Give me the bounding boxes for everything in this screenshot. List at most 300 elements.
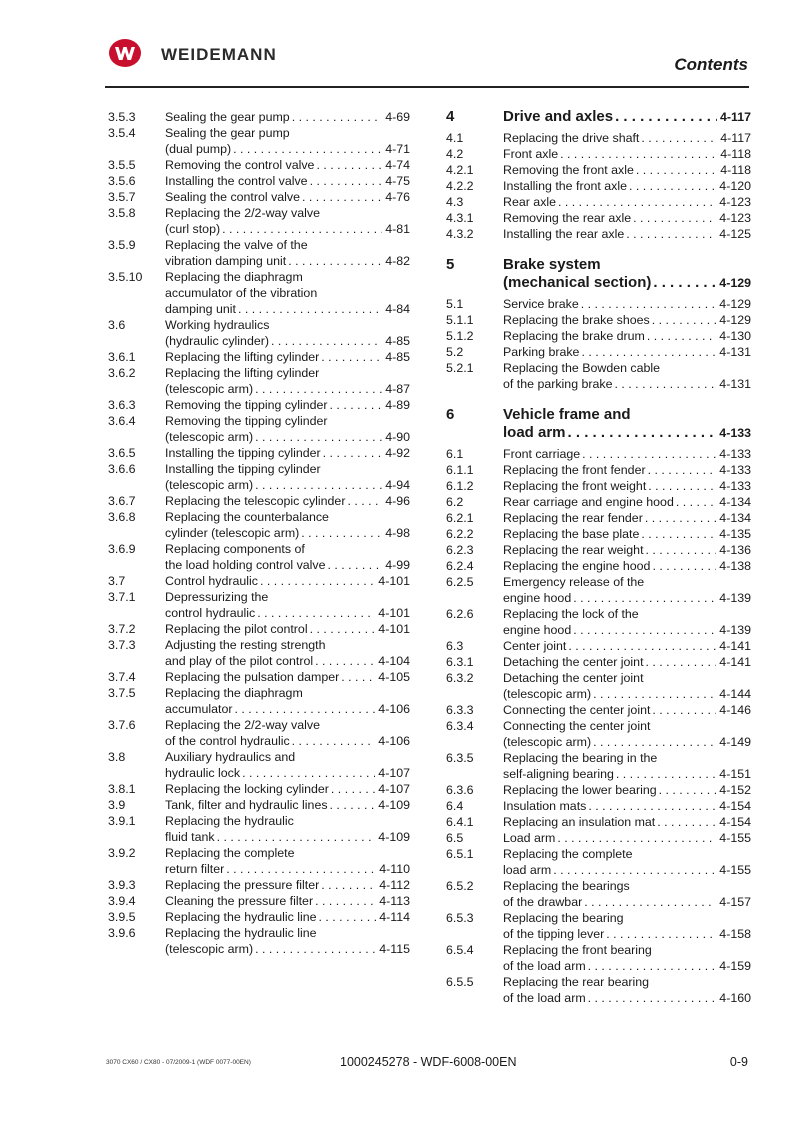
entry-title-block bbox=[165, 237, 410, 269]
toc-entry[interactable] bbox=[446, 526, 751, 542]
entry-title-block bbox=[503, 942, 751, 974]
toc-entry[interactable] bbox=[446, 328, 751, 344]
toc-entry[interactable] bbox=[108, 925, 410, 957]
section-title: Replacing the front weight bbox=[503, 479, 647, 493]
brand-name: WEIDEMANN bbox=[161, 45, 277, 64]
entry-title-block bbox=[165, 445, 410, 461]
section-number: 5.1.2 bbox=[446, 329, 474, 343]
toc-entry[interactable] bbox=[108, 717, 410, 749]
entry-title-block bbox=[503, 558, 751, 574]
dot-leader bbox=[257, 605, 375, 621]
dot-leader bbox=[648, 462, 717, 478]
toc-entry[interactable] bbox=[108, 893, 410, 909]
page-reference: 4-135 bbox=[719, 527, 751, 541]
section-title: Replacing the front fender bbox=[503, 463, 646, 477]
page-reference: 4-101 bbox=[378, 606, 410, 620]
entry-line bbox=[165, 653, 410, 669]
page-reference: 4-74 bbox=[385, 158, 410, 172]
entry-title-block bbox=[165, 173, 410, 189]
section-title: (telescopic arm) bbox=[165, 430, 254, 444]
toc-entry[interactable] bbox=[446, 750, 751, 782]
section-title: Installing the rear axle bbox=[503, 227, 625, 241]
toc-entry[interactable] bbox=[446, 974, 751, 1006]
section-title: Installing the front axle bbox=[503, 179, 627, 193]
entry-title-block bbox=[165, 573, 410, 589]
toc-entry[interactable] bbox=[446, 462, 751, 478]
page-reference: 4-109 bbox=[378, 830, 410, 844]
entry-line bbox=[165, 317, 410, 333]
section-number: 3.6.2 bbox=[108, 366, 136, 380]
section-title: Replacing the diaphragm bbox=[165, 686, 303, 700]
section-title: Replacing the pulsation damper bbox=[165, 670, 340, 684]
entry-line bbox=[503, 830, 751, 846]
section-title: return filter bbox=[165, 862, 225, 876]
toc-entry[interactable] bbox=[108, 269, 410, 317]
toc-entry[interactable] bbox=[446, 510, 751, 526]
toc-entry[interactable] bbox=[446, 718, 751, 750]
entry-line bbox=[165, 573, 410, 589]
toc-entry[interactable] bbox=[446, 606, 751, 638]
entry-line bbox=[503, 194, 751, 210]
page-reference: 4-115 bbox=[379, 942, 410, 956]
dot-leader bbox=[328, 557, 383, 573]
section-number: 6.5.2 bbox=[446, 879, 474, 893]
page-reference: 4-76 bbox=[385, 190, 410, 204]
dot-leader bbox=[560, 146, 717, 162]
dot-leader bbox=[321, 349, 382, 365]
toc-entry[interactable] bbox=[446, 494, 751, 510]
section-number: 5.1 bbox=[446, 297, 464, 311]
toc-entry[interactable] bbox=[108, 845, 410, 877]
entry-line bbox=[503, 798, 751, 814]
entry-title-block bbox=[165, 157, 410, 173]
toc-entry[interactable] bbox=[108, 109, 410, 125]
toc-entry[interactable] bbox=[446, 910, 751, 942]
entry-line bbox=[503, 344, 751, 360]
entry-title-block bbox=[503, 446, 751, 462]
toc-chapter[interactable] bbox=[446, 256, 751, 292]
page-reference: 4-160 bbox=[719, 991, 751, 1005]
section-number: 3.7.5 bbox=[108, 686, 136, 700]
entry-title-block bbox=[503, 526, 751, 542]
section-title: Replacing the drive shaft bbox=[503, 131, 640, 145]
entry-title-block bbox=[165, 413, 410, 445]
entry-title-block bbox=[503, 478, 751, 494]
section-title: Replacing the engine hood bbox=[503, 559, 651, 573]
entry-title-block bbox=[503, 406, 751, 442]
entry-title-block bbox=[165, 749, 410, 781]
section-title: of the tipping lever bbox=[503, 927, 605, 941]
page-reference: 4-125 bbox=[719, 227, 751, 241]
entry-line bbox=[165, 717, 410, 733]
page-reference: 4-133 bbox=[719, 447, 751, 461]
entry-line bbox=[503, 766, 751, 782]
entry-line bbox=[165, 125, 410, 141]
dot-leader bbox=[316, 157, 382, 173]
entry-title-block bbox=[165, 493, 410, 509]
toc-entry[interactable] bbox=[446, 226, 751, 242]
section-number: 3.8.1 bbox=[108, 782, 136, 796]
entry-title-block bbox=[503, 670, 751, 702]
entry-line bbox=[165, 909, 410, 925]
entry-line bbox=[503, 990, 751, 1006]
toc-entry[interactable] bbox=[446, 296, 751, 312]
entry-title-block bbox=[165, 589, 410, 621]
entry-title-block bbox=[165, 685, 410, 717]
entry-line bbox=[165, 893, 410, 909]
section-number: 3.6.8 bbox=[108, 510, 136, 524]
dot-leader bbox=[647, 328, 716, 344]
entry-line bbox=[165, 941, 410, 957]
entry-title-block bbox=[503, 256, 751, 292]
entry-line bbox=[165, 349, 410, 365]
section-number: 3.5.4 bbox=[108, 126, 136, 140]
dot-leader bbox=[615, 376, 717, 392]
entry-title-block bbox=[503, 782, 751, 798]
section-title: Replacing the pilot control bbox=[165, 622, 308, 636]
dot-leader bbox=[292, 733, 376, 749]
toc-entry[interactable] bbox=[108, 445, 410, 461]
toc-entry[interactable] bbox=[108, 637, 410, 669]
section-title: Replacing the lower bearing bbox=[503, 783, 657, 797]
dot-leader bbox=[593, 686, 716, 702]
toc-entry[interactable] bbox=[446, 178, 751, 194]
toc-entry[interactable] bbox=[446, 798, 751, 814]
entry-title-block bbox=[503, 542, 751, 558]
dot-leader bbox=[217, 829, 376, 845]
toc-entry[interactable] bbox=[108, 397, 410, 413]
entry-line bbox=[165, 221, 410, 237]
dot-leader bbox=[657, 814, 716, 830]
section-title: Replacing the valve of the bbox=[165, 238, 308, 252]
entry-line bbox=[503, 846, 751, 862]
dot-leader bbox=[233, 141, 382, 157]
dot-leader bbox=[242, 765, 375, 781]
section-title: Replacing the rear weight bbox=[503, 543, 644, 557]
toc-entry[interactable] bbox=[446, 654, 751, 670]
entry-title-block bbox=[503, 846, 751, 878]
entry-line bbox=[165, 429, 410, 445]
dot-leader bbox=[271, 333, 382, 349]
entry-line bbox=[503, 670, 751, 686]
section-title: of the load arm bbox=[503, 991, 586, 1005]
section-number: 5.2 bbox=[446, 345, 464, 359]
entry-line bbox=[503, 446, 751, 462]
toc-entry[interactable] bbox=[446, 638, 751, 654]
entry-line bbox=[165, 173, 410, 189]
entry-line bbox=[165, 157, 410, 173]
section-title: load arm bbox=[503, 863, 552, 877]
dot-leader bbox=[310, 173, 383, 189]
entry-line bbox=[165, 925, 410, 941]
section-title: Load arm bbox=[503, 831, 556, 845]
section-title: accumulator of the vibration bbox=[165, 286, 318, 300]
toc-entry[interactable] bbox=[446, 574, 751, 606]
section-number: 6.5.5 bbox=[446, 975, 474, 989]
entry-line bbox=[165, 781, 410, 797]
entry-title-block bbox=[165, 717, 410, 749]
entry-title-block bbox=[503, 974, 751, 1006]
dot-leader bbox=[260, 573, 375, 589]
entry-line bbox=[503, 654, 751, 670]
toc-entry[interactable] bbox=[108, 621, 410, 637]
section-title: Replacing the lock of the bbox=[503, 607, 639, 621]
dot-leader bbox=[573, 590, 716, 606]
section-number: 6.5.1 bbox=[446, 847, 474, 861]
dot-leader bbox=[593, 734, 716, 750]
entry-line bbox=[503, 478, 751, 494]
toc-entry[interactable] bbox=[108, 413, 410, 445]
section-title: and play of the pilot control bbox=[165, 654, 314, 668]
section-title: Service brake bbox=[503, 297, 579, 311]
entry-title-block bbox=[503, 130, 751, 146]
section-title: of the control hydraulic bbox=[165, 734, 290, 748]
section-number: 3.9 bbox=[108, 798, 126, 812]
section-title: (hydraulic cylinder) bbox=[165, 334, 269, 348]
toc-entry[interactable] bbox=[108, 365, 410, 397]
section-title: Replacing the lifting cylinder bbox=[165, 366, 320, 380]
entry-line bbox=[503, 256, 751, 274]
section-number: 3.7.2 bbox=[108, 622, 136, 636]
toc-entry[interactable] bbox=[446, 146, 751, 162]
section-number: 4.2.2 bbox=[446, 179, 474, 193]
entry-title-block bbox=[165, 797, 410, 813]
dot-leader bbox=[347, 493, 382, 509]
entry-line bbox=[165, 333, 410, 349]
toc-entry[interactable] bbox=[446, 194, 751, 210]
toc-entry[interactable] bbox=[108, 589, 410, 621]
page-reference: 4-133 bbox=[719, 426, 751, 440]
entry-title-block bbox=[503, 178, 751, 194]
entry-line bbox=[503, 702, 751, 718]
toc-entry[interactable] bbox=[446, 542, 751, 558]
section-title: Rear axle bbox=[503, 195, 557, 209]
toc-entry[interactable] bbox=[108, 157, 410, 173]
dot-leader bbox=[606, 926, 716, 942]
page-reference: 4-129 bbox=[719, 276, 751, 290]
page-reference: 4-107 bbox=[378, 766, 410, 780]
toc-entry[interactable] bbox=[108, 813, 410, 845]
section-number: 6.3 bbox=[446, 639, 464, 653]
toc-entry[interactable] bbox=[446, 344, 751, 360]
entry-title-block bbox=[165, 397, 410, 413]
dot-leader bbox=[659, 782, 717, 798]
section-title: Replacing components of bbox=[165, 542, 305, 556]
page-reference: 4-144 bbox=[719, 687, 751, 701]
page-reference: 4-154 bbox=[719, 815, 751, 829]
page-reference: 4-123 bbox=[719, 211, 751, 225]
page-reference: 4-104 bbox=[378, 654, 410, 668]
entry-title-block bbox=[165, 269, 410, 317]
toc-chapter[interactable] bbox=[446, 108, 751, 126]
toc-entry[interactable] bbox=[108, 509, 410, 541]
section-title: engine hood bbox=[503, 623, 572, 637]
entry-title-block bbox=[503, 344, 751, 360]
toc-entry[interactable] bbox=[108, 461, 410, 493]
entry-title-block bbox=[165, 109, 410, 125]
entry-line bbox=[503, 942, 751, 958]
page-reference: 4-158 bbox=[719, 927, 751, 941]
section-title: Removing the rear axle bbox=[503, 211, 632, 225]
entry-line bbox=[503, 162, 751, 178]
section-title: Replacing the base plate bbox=[503, 527, 640, 541]
section-number: 4.3.2 bbox=[446, 227, 474, 241]
chapter-title: Drive and axles bbox=[503, 108, 614, 125]
page-reference: 4-131 bbox=[719, 345, 751, 359]
toc-entry[interactable] bbox=[446, 782, 751, 798]
page-reference: 4-123 bbox=[719, 195, 751, 209]
toc-entry[interactable] bbox=[446, 942, 751, 974]
entry-title-block bbox=[503, 718, 751, 750]
entry-title-block bbox=[503, 494, 751, 510]
section-number: 3.5.5 bbox=[108, 158, 136, 172]
toc-entry[interactable] bbox=[108, 237, 410, 269]
page-reference: 4-157 bbox=[719, 895, 751, 909]
page-reference: 4-87 bbox=[385, 382, 410, 396]
dot-leader bbox=[652, 702, 716, 718]
section-number: 3.7.6 bbox=[108, 718, 136, 732]
dot-leader bbox=[301, 525, 382, 541]
section-title: Detaching the center joint bbox=[503, 671, 644, 685]
dot-leader bbox=[553, 862, 716, 878]
toc-entry[interactable] bbox=[446, 878, 751, 910]
section-title: Removing the tipping cylinder bbox=[165, 414, 328, 428]
toc-entry[interactable] bbox=[446, 478, 751, 494]
entry-line bbox=[503, 226, 751, 242]
toc-entry[interactable] bbox=[108, 781, 410, 797]
toc-entry[interactable] bbox=[108, 317, 410, 349]
section-number: 6.3.1 bbox=[446, 655, 474, 669]
entry-line bbox=[503, 782, 751, 798]
entry-line bbox=[165, 477, 410, 493]
page-reference: 4-118 bbox=[720, 147, 751, 161]
toc-entry[interactable] bbox=[108, 685, 410, 717]
section-title: (telescopic arm) bbox=[165, 382, 254, 396]
toc-entry[interactable] bbox=[108, 173, 410, 189]
footer-document-number: 1000245278 - WDF-6008-00EN bbox=[340, 1055, 517, 1069]
section-number: 3.5.6 bbox=[108, 174, 136, 188]
dot-leader bbox=[310, 621, 376, 637]
toc-entry[interactable] bbox=[108, 909, 410, 925]
toc-entry[interactable] bbox=[446, 670, 751, 702]
section-number: 3.7 bbox=[108, 574, 126, 588]
entry-line bbox=[503, 862, 751, 878]
section-title: Sealing the gear pump bbox=[165, 110, 290, 124]
page-reference: 4-85 bbox=[385, 350, 410, 364]
entry-title-block bbox=[503, 360, 751, 392]
toc-chapter[interactable] bbox=[446, 406, 751, 442]
page-reference: 4-133 bbox=[719, 479, 751, 493]
page-reference: 4-155 bbox=[719, 863, 751, 877]
entry-title-block bbox=[165, 845, 410, 877]
section-title: fluid tank bbox=[165, 830, 215, 844]
section-number: 6.3.5 bbox=[446, 751, 474, 765]
toc-entry[interactable] bbox=[108, 349, 410, 365]
entry-line bbox=[165, 845, 410, 861]
dot-leader bbox=[648, 478, 716, 494]
page-title: Contents bbox=[674, 55, 748, 74]
entry-line bbox=[503, 958, 751, 974]
toc-entry[interactable] bbox=[108, 493, 410, 509]
page-reference: 4-146 bbox=[719, 703, 751, 717]
entry-line bbox=[503, 274, 751, 292]
toc-entry[interactable] bbox=[108, 189, 410, 205]
toc-entry[interactable] bbox=[108, 669, 410, 685]
section-title: Replacing the rear bearing bbox=[503, 975, 650, 989]
toc-entry[interactable] bbox=[108, 541, 410, 573]
dot-leader bbox=[222, 221, 382, 237]
page-reference: 4-92 bbox=[385, 446, 410, 460]
dot-leader bbox=[235, 701, 376, 717]
section-number: 3.5.7 bbox=[108, 190, 136, 204]
toc-entry[interactable] bbox=[446, 210, 751, 226]
section-title: Working hydraulics bbox=[165, 318, 270, 332]
entry-title-block bbox=[503, 654, 751, 670]
section-title: Replacing the lifting cylinder bbox=[165, 350, 320, 364]
page-reference: 4-118 bbox=[720, 163, 751, 177]
page-reference: 4-94 bbox=[385, 478, 410, 492]
toc-entry[interactable] bbox=[446, 846, 751, 878]
section-title: Replacing the telescopic cylinder bbox=[165, 494, 346, 508]
entry-title-block bbox=[165, 317, 410, 349]
entry-line bbox=[165, 557, 410, 573]
toc-entry[interactable] bbox=[446, 814, 751, 830]
page-reference: 4-138 bbox=[719, 559, 751, 573]
toc-entry[interactable] bbox=[108, 877, 410, 893]
section-number: 3.9.2 bbox=[108, 846, 136, 860]
entry-line bbox=[503, 894, 751, 910]
toc-entry[interactable] bbox=[446, 130, 751, 146]
entry-line bbox=[503, 510, 751, 526]
section-title: Replacing the counterbalance bbox=[165, 510, 329, 524]
entry-line bbox=[503, 178, 751, 194]
section-title: of the parking brake bbox=[503, 377, 613, 391]
toc-entry[interactable] bbox=[108, 125, 410, 157]
toc-right-column bbox=[446, 108, 751, 1006]
entry-title-block bbox=[503, 162, 751, 178]
toc-entry[interactable] bbox=[108, 573, 410, 589]
section-title: Replacing the Bowden cable bbox=[503, 361, 661, 375]
toc-entry[interactable] bbox=[108, 205, 410, 237]
section-title: Replacing the bearing in the bbox=[503, 751, 658, 765]
section-title: Installing the tipping cylinder bbox=[165, 446, 321, 460]
section-title: of the load arm bbox=[503, 959, 586, 973]
toc-entry[interactable] bbox=[446, 702, 751, 718]
toc-entry[interactable] bbox=[446, 830, 751, 846]
section-title: (curl stop) bbox=[165, 222, 221, 236]
toc-entry[interactable] bbox=[108, 749, 410, 781]
section-number: 3.7.3 bbox=[108, 638, 136, 652]
toc-entry[interactable] bbox=[446, 360, 751, 392]
toc-entry[interactable] bbox=[446, 558, 751, 574]
toc-entry[interactable] bbox=[446, 312, 751, 328]
entry-line bbox=[165, 589, 410, 605]
page-reference: 4-139 bbox=[719, 623, 751, 637]
dot-leader bbox=[588, 798, 716, 814]
entry-title-block bbox=[165, 365, 410, 397]
page-reference: 4-110 bbox=[379, 862, 410, 876]
toc-entry[interactable] bbox=[108, 797, 410, 813]
section-title: Rear carriage and engine hood bbox=[503, 495, 674, 509]
toc-entry[interactable] bbox=[446, 162, 751, 178]
dot-leader bbox=[315, 893, 376, 909]
toc-entry[interactable] bbox=[446, 446, 751, 462]
entry-title-block bbox=[165, 205, 410, 237]
entry-line bbox=[165, 749, 410, 765]
page-reference: 4-105 bbox=[378, 670, 410, 684]
weidemann-logo-icon bbox=[108, 38, 142, 68]
dot-leader bbox=[323, 445, 383, 461]
